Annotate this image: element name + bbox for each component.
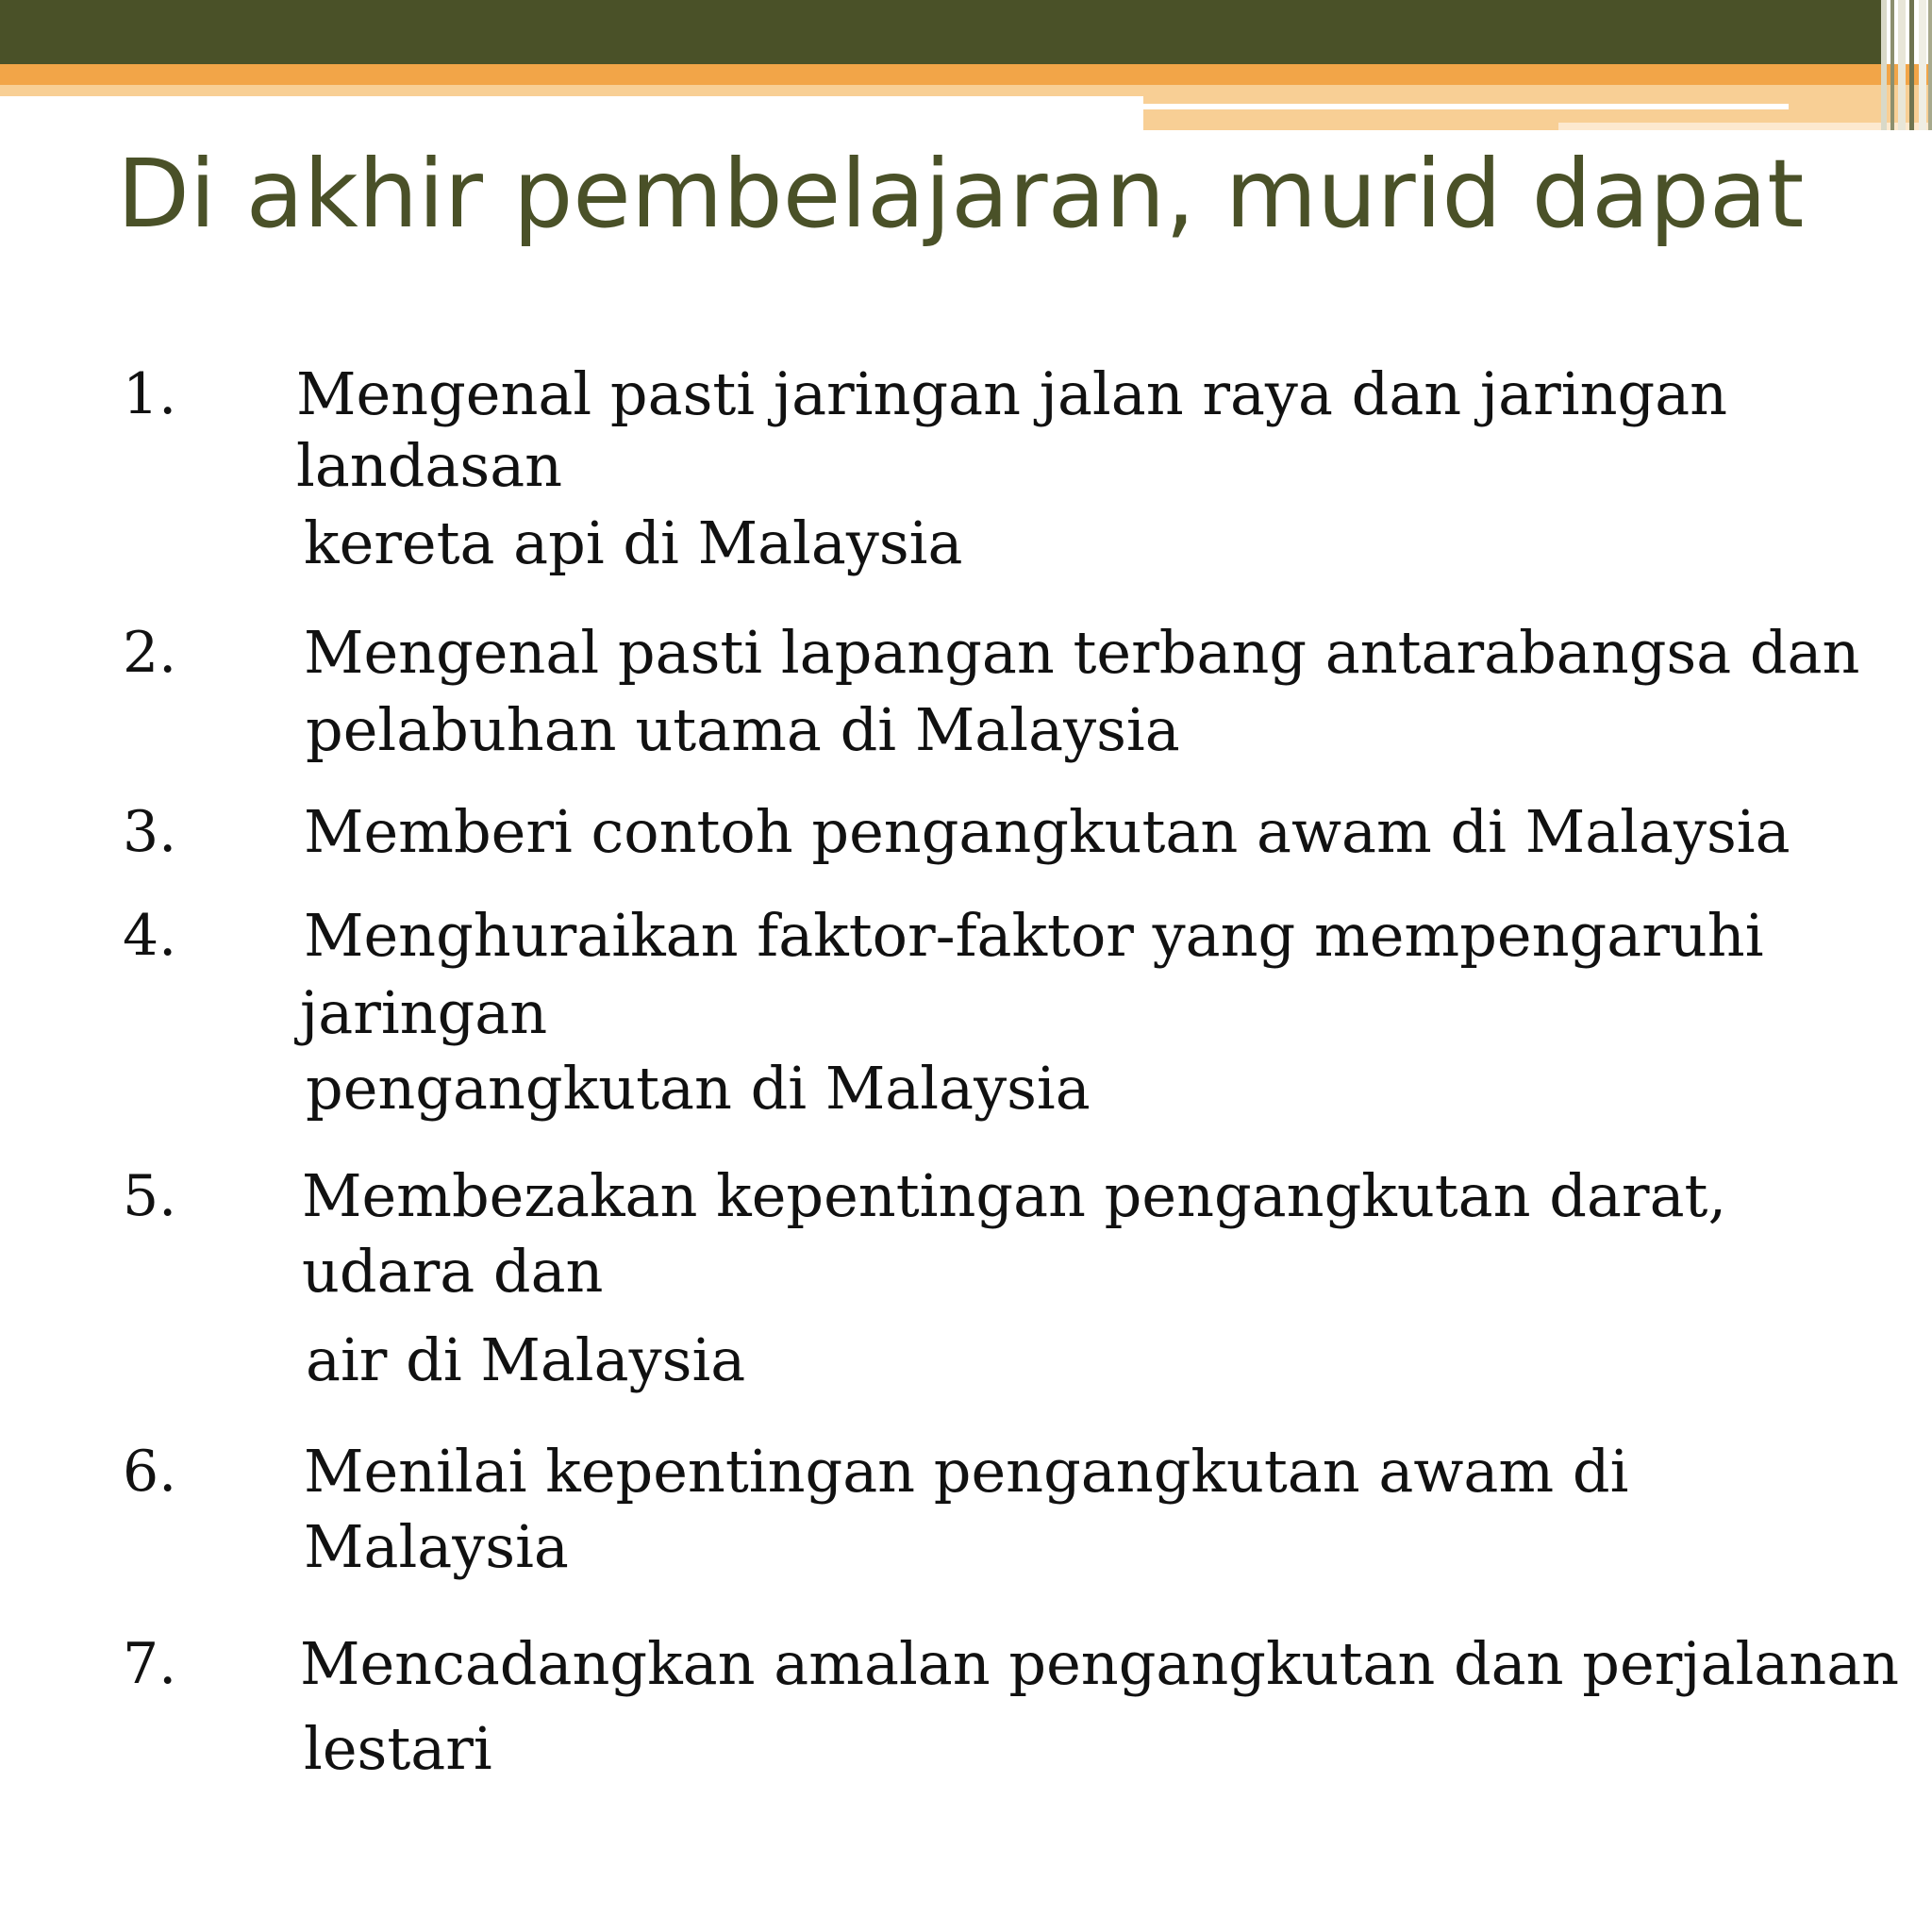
objective-number: 2. (123, 620, 177, 686)
objective-text-line: jaringan (300, 978, 548, 1047)
header-accent-line (1143, 104, 1789, 109)
objective-text-line: udara dan (302, 1237, 604, 1306)
objective-text-line: lestari (304, 1714, 492, 1783)
header-stripes (1881, 0, 1932, 130)
objective-number: 5. (123, 1163, 177, 1229)
objective-number: 6. (123, 1439, 177, 1505)
objective-text-line: pelabuhan utama di Malaysia (306, 695, 1180, 764)
objective-text-line: landasan (296, 431, 563, 500)
objective-text-line: Membezakan kepentingan pengangkutan darat, (302, 1161, 1727, 1230)
objective-number: 7. (123, 1631, 177, 1697)
objective-text-line: pengangkutan di Malaysia (306, 1054, 1091, 1123)
objective-number: 1. (123, 361, 177, 427)
objective-text-line: Malaysia (304, 1512, 569, 1581)
objective-number: 3. (123, 799, 177, 865)
header-band-dark (0, 0, 1881, 64)
objective-text-line: Mengenal pasti lapangan terbang antarabangsa dan (304, 618, 1860, 687)
objective-number: 4. (123, 903, 177, 969)
header-band-orange (0, 64, 1932, 85)
objective-text-line: Menilai kepentingan pengangkutan awam di (304, 1437, 1629, 1506)
objective-text-line: Mengenal pasti jaringan jalan raya dan jaringan (296, 359, 1728, 428)
header-band-pale-left (0, 85, 1143, 96)
objective-text-line: air di Malaysia (306, 1325, 746, 1394)
objective-text-line: Mencadangkan amalan pengangkutan dan perjalanan (300, 1629, 1900, 1698)
slide-title: Di akhir pembelajaran, murid dapat (117, 139, 1805, 249)
header-accent-line-2 (1558, 123, 1932, 130)
objective-text-line: Menghuraikan faktor-faktor yang mempengaruhi (304, 901, 1764, 970)
objective-text-line: Memberi contoh pengangkutan awam di Malaysia (304, 797, 1790, 866)
objective-text-line: kereta api di Malaysia (304, 508, 963, 577)
